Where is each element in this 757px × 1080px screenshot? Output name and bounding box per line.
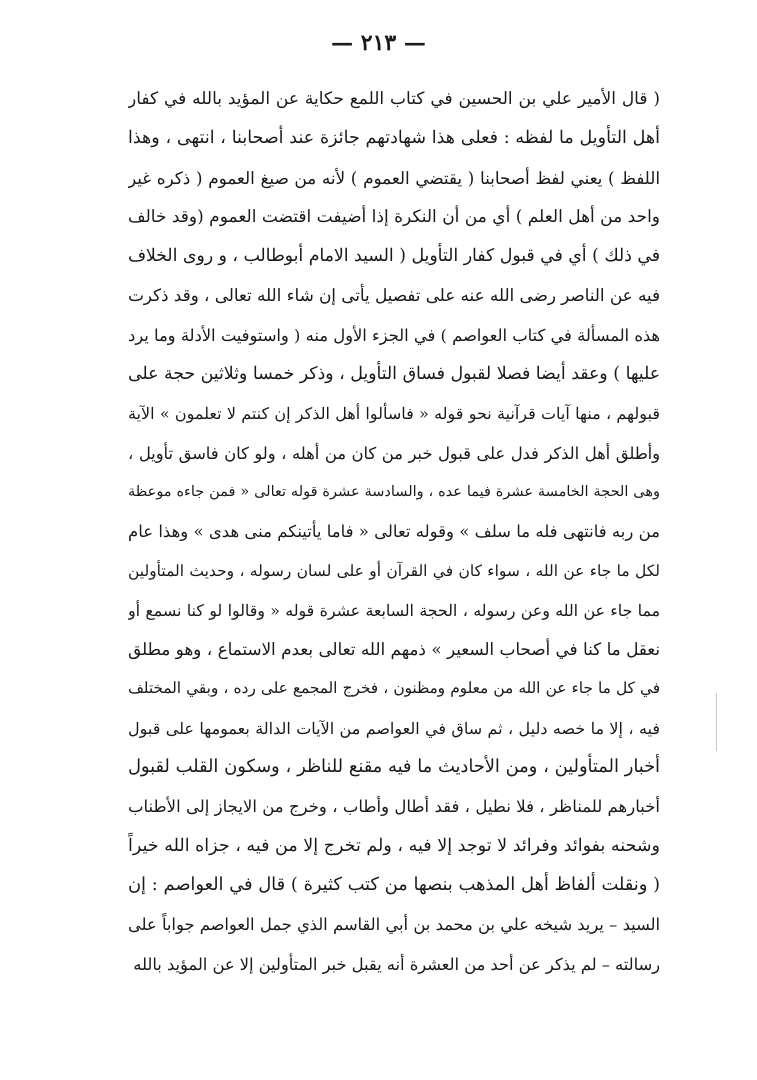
text-line: قبولهم ، منها آيات قرآنية نحو قوله « فاسألوا أهل الذكر إن كنتم لا تعلمون » الآية [128,404,660,424]
text-line: لكل ما جاء عن الله ، سواء كان في القرآن أو على لسان رسوله ، وحديث المتأولين [128,561,660,580]
text-line: ( قال الأمير علي بن الحسين في كتاب اللمع حكاية عن المؤيد بالله في كفار [128,89,660,109]
text-line: في كل ما جاء عن الله من معلوم ومظنون ، فخرج المجمع على رده ، وبقي المختلف [128,679,660,698]
text-line: وشحنه بفوائد وفرائد لا توجد إلا فيه ، ولم تخرج إلا من فيه ، جزاه الله خيراً [128,835,660,856]
text-line: عليها ) وعقد أيضا فصلا لقبول فساق التأويل ، وذكر خمسا وثلاثين حجة على [128,364,660,385]
page-number: — ٢١٣ — [331,30,426,56]
text-line: اللفظ ) يعني لفظ أصحابنا ( يقتضي العموم ) لأنه من صيغ العموم ( ذكره غير [128,167,660,188]
text-line: من ربه فانتهى فله ما سلف » وقوله تعالى « فاما يأتينكم منى هدى » وهذا عام [128,522,660,542]
body-text [128,80,660,984]
text-line: أخبار المتأولين ، ومن الأحاديث ما فيه مقنع للناظر ، وسكون القلب لقبول [128,757,660,778]
text-line: واحد من أهل العلم ) أي من أن النكرة إذا أضيفت اقتضت العموم (وقد خالف [128,206,660,227]
text-line: فيه عن الناصر رضى الله عنه على تفصيل يأتى إن شاء الله تعالى ، وقد ذكرت [128,285,660,306]
text-line: نعقل ما كنا في أصحاب السعير » ذمهم الله تعالى بعدم الاستماع ، وهو مطلق [128,639,660,660]
text-line: وأطلق أهل الذكر فدل على قبول خبر من كان من أهله ، ولو كان فاسق تأويل ، [128,443,660,463]
text-line: فيه ، إلا ما خصه دليل ، ثم ساق في العواصم من الآيات الدالة بعمومها على قبول [128,718,660,738]
text-line: أهل التأويل ما لفظه : فعلى هذا شهادتهم جائزة عند أصحابنا ، انتهى ، وهذا [128,128,660,149]
text-line: هذه المسألة في كتاب العواصم ) في الجزء الأول منه ( واستوفيت الأدلة وما يرد [128,325,660,345]
text-line: ( ونقلت ألفاظ أهل المذهب بنصها من كتب كثيرة ) قال في العواصم : إن [128,874,660,895]
text-line: السيد – يريد شيخه علي بن محمد بن أبي القاسم الذي جمل العواصم جواباً على [128,915,660,935]
text-line: مما جاء عن الله وعن رسوله ، الحجة السابعة عشرة قوله « وقالوا لو كنا نسمع أو [128,600,660,620]
text-line: وهى الحجة الخامسة عشرة فيما عده ، والسادسة عشرة قوله تعالى « فمن جاءه موعظة [128,483,660,500]
margin-mark [716,693,717,751]
text-line: في ذلك ) أي في قبول كفار التأويل ( السيد الامام أبوطالب ، و روى الخلاف [128,246,660,267]
text-line: أخبارهم للمناظر ، فلا نطيل ، فقد أطال وأطاب ، وخرج من الايجاز إلى الأطناب [128,797,660,817]
text-line: رسالته – لم يذكر عن أحد من العشرة أنه يقبل خبر المتأولين إلا عن المؤيد بالله [133,954,660,974]
